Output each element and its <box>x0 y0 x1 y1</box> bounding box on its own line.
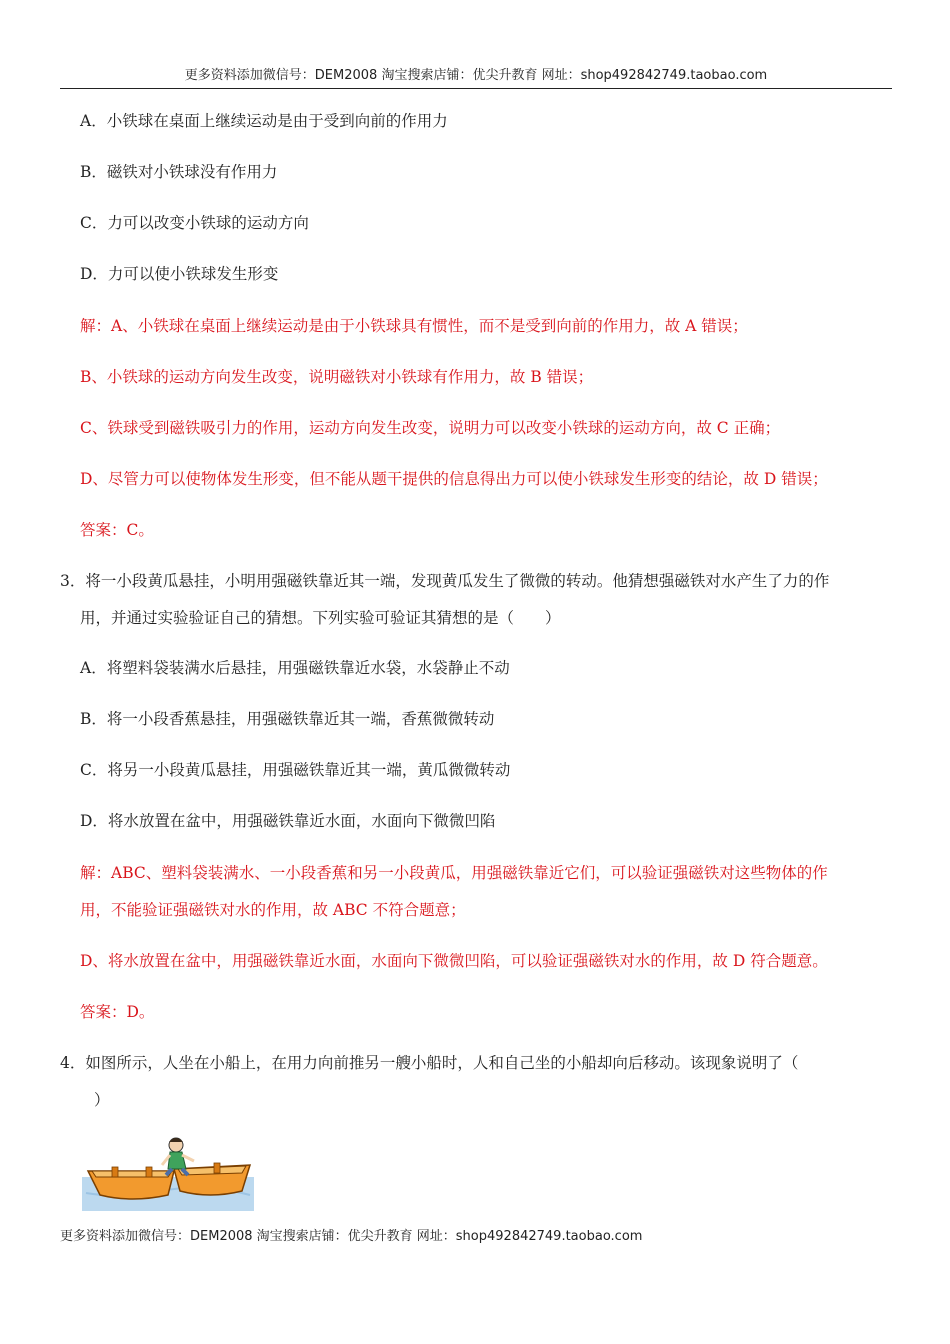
q3-solution-line2: 用，不能验证强磁铁对水的作用，故 ABC 不符合题意； <box>80 901 466 919</box>
q2-solution-b: B、小铁球的运动方向发生改变，说明磁铁对小铁球有作用力，故 B 错误； <box>80 368 594 386</box>
q3-option-b: B．将一小段香蕉悬挂，用强磁铁靠近其一端，香蕉微微转动 <box>80 710 495 728</box>
q4-stem-line2: ） <box>94 1091 110 1109</box>
q3-solution-line1: 解：ABC、塑料袋装满水、一小段香蕉和另一小段黄瓜，用强磁铁靠近它们，可以验证强磁铁对这些物体的作 <box>80 864 828 882</box>
q2-answer: 答案：C。 <box>80 521 154 539</box>
q4-stem-line1: 4．如图所示，人坐在小船上，在用力向前推另一艘小船时，人和自己坐的小船却向后移动。该现象说明了（ <box>60 1054 799 1072</box>
boat-illustration <box>82 1133 254 1211</box>
q2-option-a: A．小铁球在桌面上继续运动是由于受到向前的作用力 <box>80 112 448 130</box>
q2-solution-a: 解：A、小铁球在桌面上继续运动是由于小铁球具有惯性，而不是受到向前的作用力，故 A 错误； <box>80 317 748 335</box>
q3-option-d: D．将水放置在盆中，用强磁铁靠近水面，水面向下微微凹陷 <box>80 812 496 830</box>
q3-option-c: C．将另一小段黄瓜悬挂，用强磁铁靠近其一端，黄瓜微微转动 <box>80 761 511 779</box>
q2-solution-d: D、尽管力可以使物体发生形变，但不能从题干提供的信息得出力可以使小铁球发生形变的结论，故 D 错误； <box>80 470 828 488</box>
q3-option-a: A．将塑料袋装满水后悬挂，用强磁铁靠近水袋，水袋静止不动 <box>80 659 510 677</box>
q3-solution-line3: D、将水放置在盆中，用强磁铁靠近水面，水面向下微微凹陷，可以验证强磁铁对水的作用，故 D 符合题意。 <box>80 952 828 970</box>
q3-stem-line2: 用，并通过实验验证自己的猜想。下列实验可验证其猜想的是（ ） <box>80 609 561 627</box>
q3-answer: 答案：D。 <box>80 1003 155 1021</box>
q2-solution-c: C、铁球受到磁铁吸引力的作用，运动方向发生改变，说明力可以改变小铁球的运动方向，故 C 正确； <box>80 419 781 437</box>
q2-option-b: B．磁铁对小铁球没有作用力 <box>80 163 278 181</box>
q3-stem-line1: 3．将一小段黄瓜悬挂，小明用强磁铁靠近其一端，发现黄瓜发生了微微的转动。他猜想强磁铁对水产生了力的作 <box>60 572 830 590</box>
q2-option-d: D．力可以使小铁球发生形变 <box>80 265 279 283</box>
page-footer: 更多资料添加微信号：DEM2008 淘宝搜索店铺：优尖升教育 网址：shop492842749.taobao.com <box>60 1229 643 1244</box>
left-boat <box>88 1167 174 1199</box>
page-header: 更多资料添加微信号：DEM2008 淘宝搜索店铺：优尖升教育 网址：shop492842749.taobao.com <box>60 66 892 89</box>
q2-option-c: C．力可以改变小铁球的运动方向 <box>80 214 309 232</box>
